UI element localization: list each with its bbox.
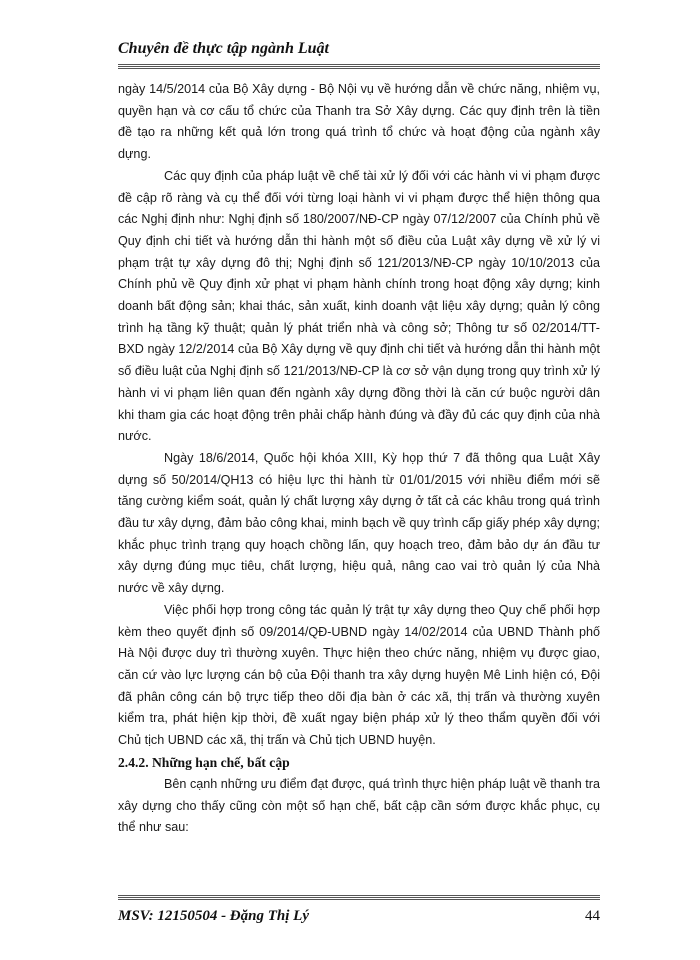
- paragraph-legal-sanctions: Các quy định của pháp luật về chế tài xử lý đối với các hành vi vi phạm được đề cập rõ ràng và cụ thể đối với từng loại hành vi vi phạm được thể hiện thông qua các Nghị định như: Nghị định số 180/2007/NĐ-CP ngày 07/12/2007 của Chính phủ về Quy định chi tiết và hướng dẫn thi hành một số điều của Luật xây dựng về xử lý vi phạm trật tự xây dựng đô thị; Nghị định số 121/2013/NĐ-CP ngày 10/10/2013 của Chính phủ về Quy định xử phạt vi phạm hành chính trong hoạt động xây dựng; kinh doanh bất động sản; khai thác, sản xuất, kinh doanh vật liệu xây dựng; quản lý công trình hạ tầng kỹ thuật; quản lý phát triển nhà và công sở; Thông tư số 02/2014/TT-BXD ngày 12/2/2014 của Bộ Xây dựng về quy định chi tiết và hướng dẫn thi hành một số điều luật của Nghị định số 121/2013/NĐ-CP là cơ sở vận dụng trong quy trình xử lý hành vi vi phạm liên quan đến ngành xây dựng đồng thời là căn cứ buộc người dân khi tham gia các hoạt động trên phải chấp hành đúng và đầy đủ các quy định của nhà nước.: [118, 168, 600, 444]
- section-heading: 2.4.2. Những hạn chế, bất cập: [118, 754, 290, 770]
- page-footer: [118, 906, 600, 928]
- header-divider: [118, 64, 600, 69]
- document-body: [118, 79, 600, 839]
- paragraph-construction-law: Ngày 18/6/2014, Quốc hội khóa XIII, Kỳ họp thứ 7 đã thông qua Luật Xây dựng số 50/2014/QH13 có hiệu lực thi hành từ 01/01/2015 với nhiều điểm mới sẽ tăng cường kiểm soát, quản lý chất lượng xây dựng ở tất cả các khâu trong quá trình đầu tư xây dựng, đảm bảo công khai, minh bạch về quy trình cấp giấy phép xây dựng; khắc phục trình trạng quy hoạch chồng lấn, quy hoạch treo, đảm bảo dự án đầu tư xây dựng đúng mục tiêu, chất lượng, hiệu quả, nâng cao vai trò quản lý của Nhà nước về xây dựng.: [118, 450, 600, 596]
- paragraph-limitations-intro: Bên cạnh những ưu điểm đạt được, quá trình thực hiện pháp luật về thanh tra xây dựng cho thấy cũng còn một số hạn chế, bất cập cần sớm được khắc phục, cụ thể như sau:: [118, 776, 600, 835]
- header-title: Chuyên đề thực tập ngành Luật: [118, 40, 329, 57]
- page-number: 44: [585, 908, 600, 924]
- page-header: [118, 38, 600, 60]
- footer-divider: [118, 895, 600, 900]
- paragraph-coordination: Việc phối hợp trong công tác quản lý trật tự xây dựng theo Quy chế phối hợp kèm theo quyết định số 09/2014/QĐ-UBND ngày 14/02/2014 của UBND Thành phố Hà Nội được duy trì thường xuyên. Thực hiện theo chức năng, nhiệm vụ được giao, căn cứ vào lực lượng cán bộ của Đội thanh tra xây dựng huyện Mê Linh hiện có, Đội đã phân công cán bộ trực tiếp theo dõi địa bàn ở các xã, thị trấn và thường xuyên kiểm tra, phát hiện kịp thời, đề xuất ngay biện pháp xử lý theo thẩm quyền đối với Chủ tịch UBND các xã, thị trấn và Chủ tịch UBND huyện.: [118, 602, 600, 748]
- footer-author: MSV: 12150504 - Đặng Thị Lý: [118, 908, 309, 924]
- paragraph-continuation: ngày 14/5/2014 của Bộ Xây dựng - Bộ Nội vụ về hướng dẫn về chức năng, nhiệm vụ, quyền hạn và cơ cấu tổ chức của Thanh tra Sở Xây dựng. Các quy định trên là tiền đề tạo ra những kết quả lớn trong quá trình tổ chức và hoạt động của ngành xây dựng.: [118, 82, 600, 162]
